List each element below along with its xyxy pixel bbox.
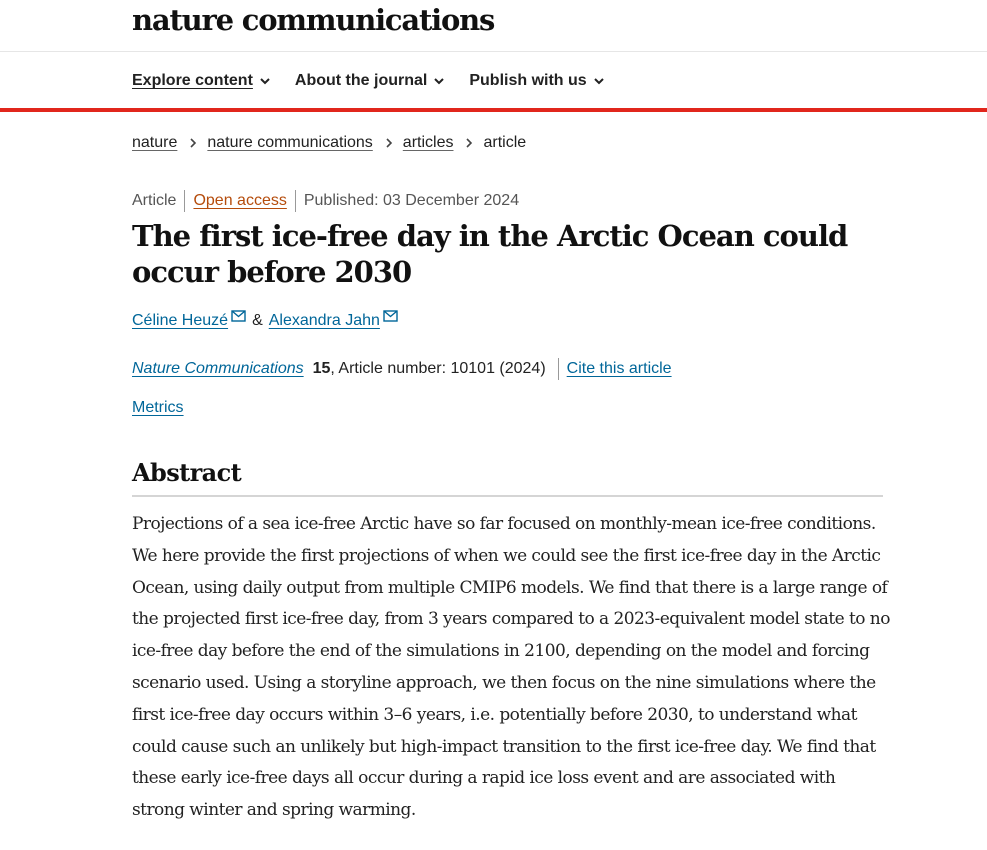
article-type: Article	[132, 192, 177, 209]
author-heuze[interactable]: Céline Heuzé	[132, 312, 229, 329]
breadcrumb-current: article	[483, 134, 527, 151]
site-logo[interactable]: nature communications	[132, 3, 495, 37]
chevron-right-icon	[188, 138, 198, 148]
article-title: The first ice-free day in the Arctic Ocean could occur before 2030	[132, 219, 848, 289]
breadcrumb-nature-communications[interactable]: nature communications	[207, 134, 373, 151]
email-icon[interactable]	[231, 310, 246, 322]
volume-number: 15	[312, 360, 331, 377]
main-nav	[0, 52, 987, 108]
email-icon[interactable]	[383, 310, 398, 322]
citation-line	[132, 358, 672, 380]
nav-about-journal[interactable]	[295, 72, 445, 90]
breadcrumb	[132, 134, 526, 152]
nav-explore-content[interactable]	[132, 72, 271, 90]
open-access-link[interactable]: Open access	[193, 192, 287, 209]
nav-publish-with-us[interactable]	[469, 72, 604, 90]
author-jahn[interactable]: Alexandra Jahn	[268, 312, 380, 329]
journal-link[interactable]: Nature Communications	[132, 360, 304, 377]
breadcrumb-articles[interactable]: articles	[402, 134, 454, 151]
metrics-link[interactable]: Metrics	[132, 399, 184, 416]
accent-divider	[0, 108, 987, 112]
breadcrumb-nature[interactable]: nature	[132, 134, 178, 151]
meta-divider	[295, 190, 296, 212]
article-number: , Article number: 10101 (2024)	[330, 360, 546, 377]
citation-divider	[558, 358, 559, 380]
article-meta	[132, 190, 519, 212]
chevron-down-icon	[433, 75, 445, 87]
site-header	[0, 0, 987, 52]
nav-about-journal-label: About the journal	[294, 72, 428, 89]
chevron-right-icon	[464, 138, 474, 148]
author-list	[132, 312, 398, 330]
abstract-heading: Abstract	[132, 458, 883, 497]
abstract-text: Projections of a sea ice-free Arctic have so far focused on monthly-mean ice-free conditions. We here provide the first projections of when we could see the first ice-free day in the Arctic Ocean, using daily output from multiple CMIP6 models. We find that there is a large range of the projected first ice-free day, from 3 years compared to a 2023-equivalent model state to no ice-free day before the end of the simulations in 2100, depending on the model and forcing scenario used. Using a storyline approach, we then focus on the nine simulations where the first ice-free day occurs within 3–6 years, i.e. potentially before 2030, to understand what could cause such an unlikely but high-impact transition to the first ice-free day. We find that these early ice-free days all occur during a rapid ice loss event and are associated with strong winter and spring warming.	[132, 514, 890, 821]
chevron-right-icon	[384, 138, 394, 148]
chevron-down-icon	[593, 75, 605, 87]
nav-publish-with-us-label: Publish with us	[469, 72, 587, 89]
author-separator: &	[252, 312, 263, 329]
chevron-down-icon	[259, 75, 271, 87]
cite-this-article-link[interactable]: Cite this article	[566, 360, 672, 377]
published-date: Published: 03 December 2024	[303, 192, 520, 209]
nav-explore-content-label: Explore content	[132, 72, 253, 89]
meta-divider	[184, 190, 185, 212]
